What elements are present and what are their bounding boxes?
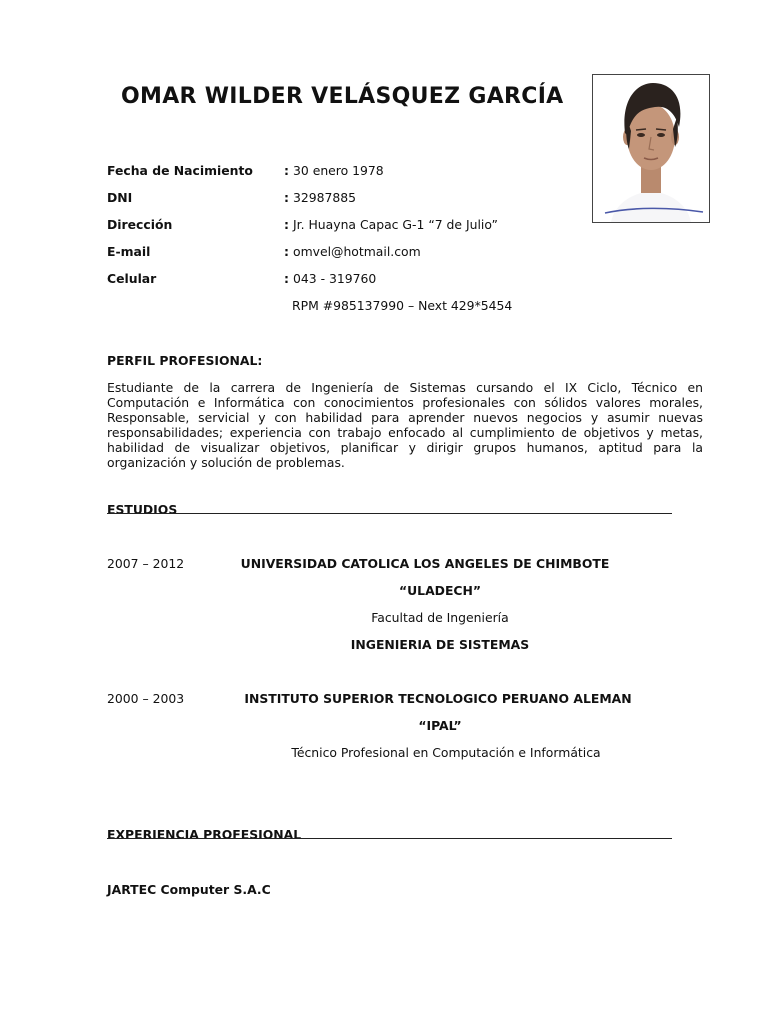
section-divider [107, 838, 672, 839]
info-label: E-mail [107, 244, 151, 259]
info-colon: : [284, 163, 289, 178]
info-label: DNI [107, 190, 133, 205]
info-label: Fecha de Nacimiento [107, 163, 253, 178]
experience-heading: EXPERIENCIA PROFESIONAL [107, 827, 302, 842]
profile-heading: PERFIL PROFESIONAL: [107, 353, 263, 368]
profile-photo [592, 74, 710, 223]
program-name: Técnico Profesional en Computación e Informática [291, 745, 601, 760]
institution-name: UNIVERSIDAD CATOLICA LOS ANGELES DE CHIMBOTE [240, 556, 610, 571]
profile-text: Estudiante de la carrera de Ingeniería de Sistemas cursando el IX Ciclo, Técnico en Computación e Informática con conocimientos profesionales con sólidos valores morales, Responsable, servicial y con habilidad para aprender nuevos negocios y asumir nuevas responsabilidades; experiencia con trabajo enfocado al cumplimiento de objetivos y metas, habilidad de visualizar objetivos, planificar y dirigir grupos humanos, aptitud para la organización y solución de problemas. [107, 380, 703, 470]
info-value: Jr. Huayna Capac G-1 “7 de Julio” [293, 217, 498, 232]
info-value: 32987885 [293, 190, 357, 205]
institution-acronym: “ULADECH” [398, 583, 482, 598]
institution-name: INSTITUTO SUPERIOR TECNOLOGICO PERUANO ALEMAN [244, 691, 632, 706]
info-label: Dirección [107, 217, 173, 232]
info-colon: : [284, 217, 289, 232]
portrait-image [593, 75, 709, 222]
education-period: 2007 – 2012 [107, 556, 185, 571]
education-heading: ESTUDIOS [107, 502, 178, 517]
education-period: 2000 – 2003 [107, 691, 185, 706]
phone-extra: RPM #985137990 – Next 429*5454 [292, 298, 513, 313]
candidate-name: OMAR WILDER VELÁSQUEZ GARCÍA [121, 84, 564, 109]
info-label: Celular [107, 271, 157, 286]
info-value: 30 enero 1978 [293, 163, 384, 178]
section-divider [107, 513, 672, 514]
faculty-name: Facultad de Ingeniería [371, 610, 509, 625]
info-value: omvel@hotmail.com [293, 244, 421, 259]
program-name: INGENIERIA DE SISTEMAS [350, 637, 530, 652]
info-colon: : [284, 244, 289, 259]
info-colon: : [284, 271, 289, 286]
info-value: 043 - 319760 [293, 271, 377, 286]
info-colon: : [284, 190, 289, 205]
institution-acronym: “IPAL” [418, 718, 462, 733]
company-name: JARTEC Computer S.A.C [107, 882, 271, 897]
